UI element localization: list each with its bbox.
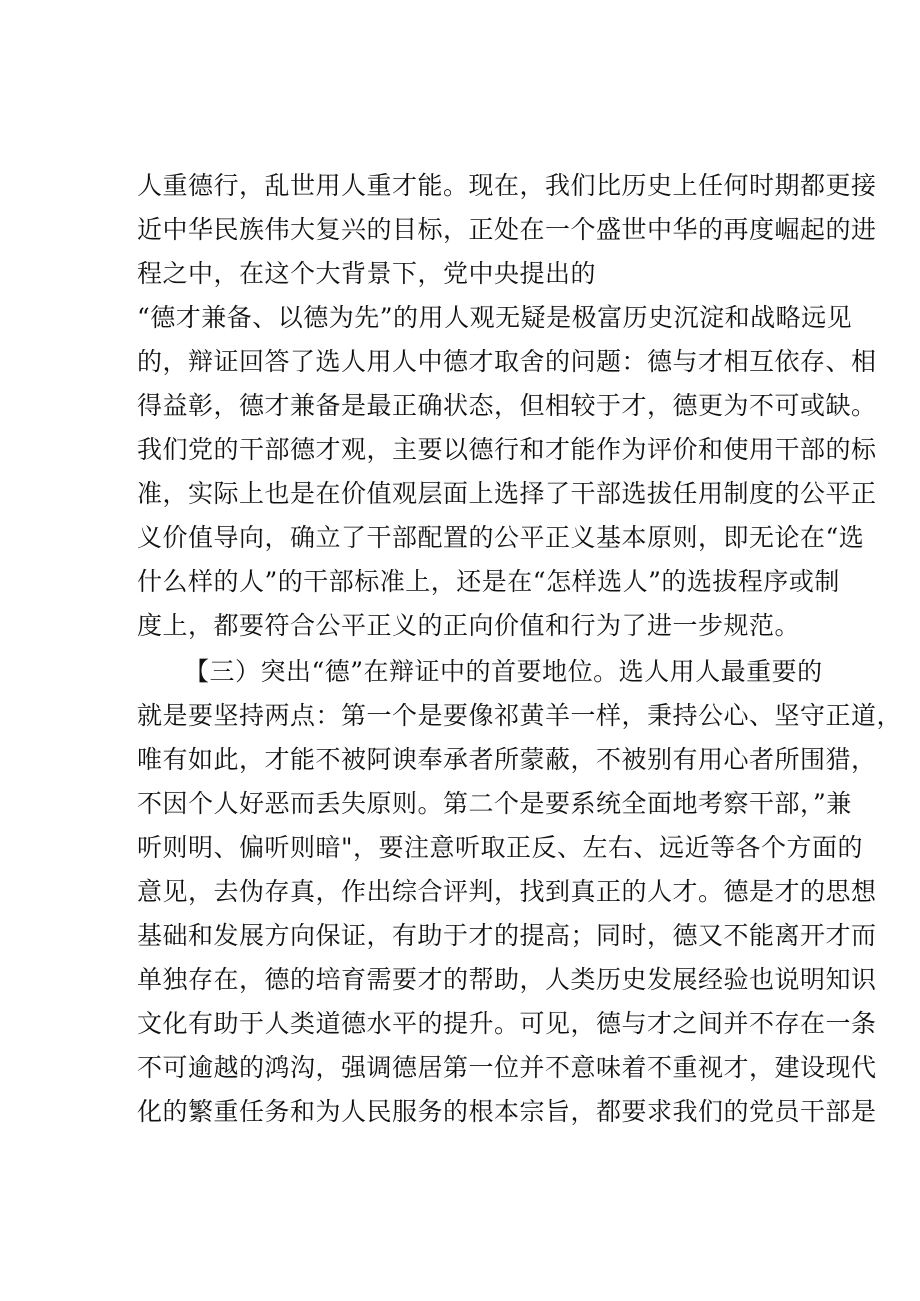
paragraph-2-line-10: 不可逾越的鸿沟，强调德居第一位并不意味着不重视才，建设现代	[137, 1053, 877, 1082]
paragraph-1-line-8: 准，实际上也是在价值观层面上选择了干部选拔任用制度的公平正	[137, 479, 877, 508]
paragraph-2-line-5: 听则明、偏听则暗"，要注意听取正反、左右、远近等各个方面的	[137, 833, 864, 862]
paragraph-1-line-11: 度上，都要符合公平正义的正向价值和行为了进一步规范。	[137, 611, 801, 640]
paragraph-2-line-2: 就是要坚持两点：第一个是要像祁黄羊一样，秉持公心、坚守正道，	[137, 701, 903, 730]
paragraph-2-line-8: 单独存在，德的培育需要才的帮助，人类历史发展经验也说明知识	[137, 965, 877, 994]
paragraph-1-line-2: 近中华民族伟大复兴的目标，正处在一个盛世中华的再度崛起的进	[137, 215, 877, 244]
paragraph-1-line-6: 得益彰，德才兼备是最正确状态，但相较于才，德更为不可或缺。	[137, 391, 877, 420]
paragraph-1-line-9: 义价值导向，确立了干部配置的公平正义基本原则，即无论在“选	[137, 523, 865, 552]
paragraph-2-line-6: 意见，去伪存真，作出综合评判，找到真正的人才。德是才的思想	[137, 877, 877, 906]
paragraph-1-line-5: 的，辩证回答了选人用人中德才取舍的问题：德与才相互依存、相	[137, 347, 877, 376]
paragraph-2-line-1: 【三）突出“德”在辩证中的首要地位。选人用人最重要的	[184, 657, 823, 686]
paragraph-1-line-7: 我们党的干部德才观，主要以德行和才能作为评价和使用干部的标	[137, 435, 877, 464]
paragraph-1-line-1: 人重德行，乱世用人重才能。现在，我们比历史上任何时期都更接	[137, 171, 877, 200]
paragraph-2-line-7: 基础和发展方向保证，有助于才的提高；同时，德又不能离开才而	[137, 921, 877, 950]
paragraph-2-line-9: 文化有助于人类道德水平的提升。可见，德与才之间并不存在一条	[137, 1009, 877, 1038]
paragraph-1-line-10: 什么样的人”的干部标准上，还是在“怎样选人”的选拔程序或制	[137, 567, 840, 596]
paragraph-2-line-4: 不因个人好恶而丢失原则。第二个是要系统全面地考察干部，”兼	[137, 789, 852, 818]
paragraph-2-line-3: 唯有如此，才能不被阿谀奉承者所蒙蔽，不被别有用心者所围猎，	[137, 745, 877, 774]
paragraph-1-line-3: 程之中，在这个大背景下，党中央提出的	[137, 259, 597, 288]
paragraph-1-line-4: “德才兼备、以德为先”的用人观无疑是极富历史沉淀和战略远见	[137, 303, 853, 332]
paragraph-2-line-11: 化的繁重任务和为人民服务的根本宗旨，都要求我们的党员干部是	[137, 1097, 877, 1126]
